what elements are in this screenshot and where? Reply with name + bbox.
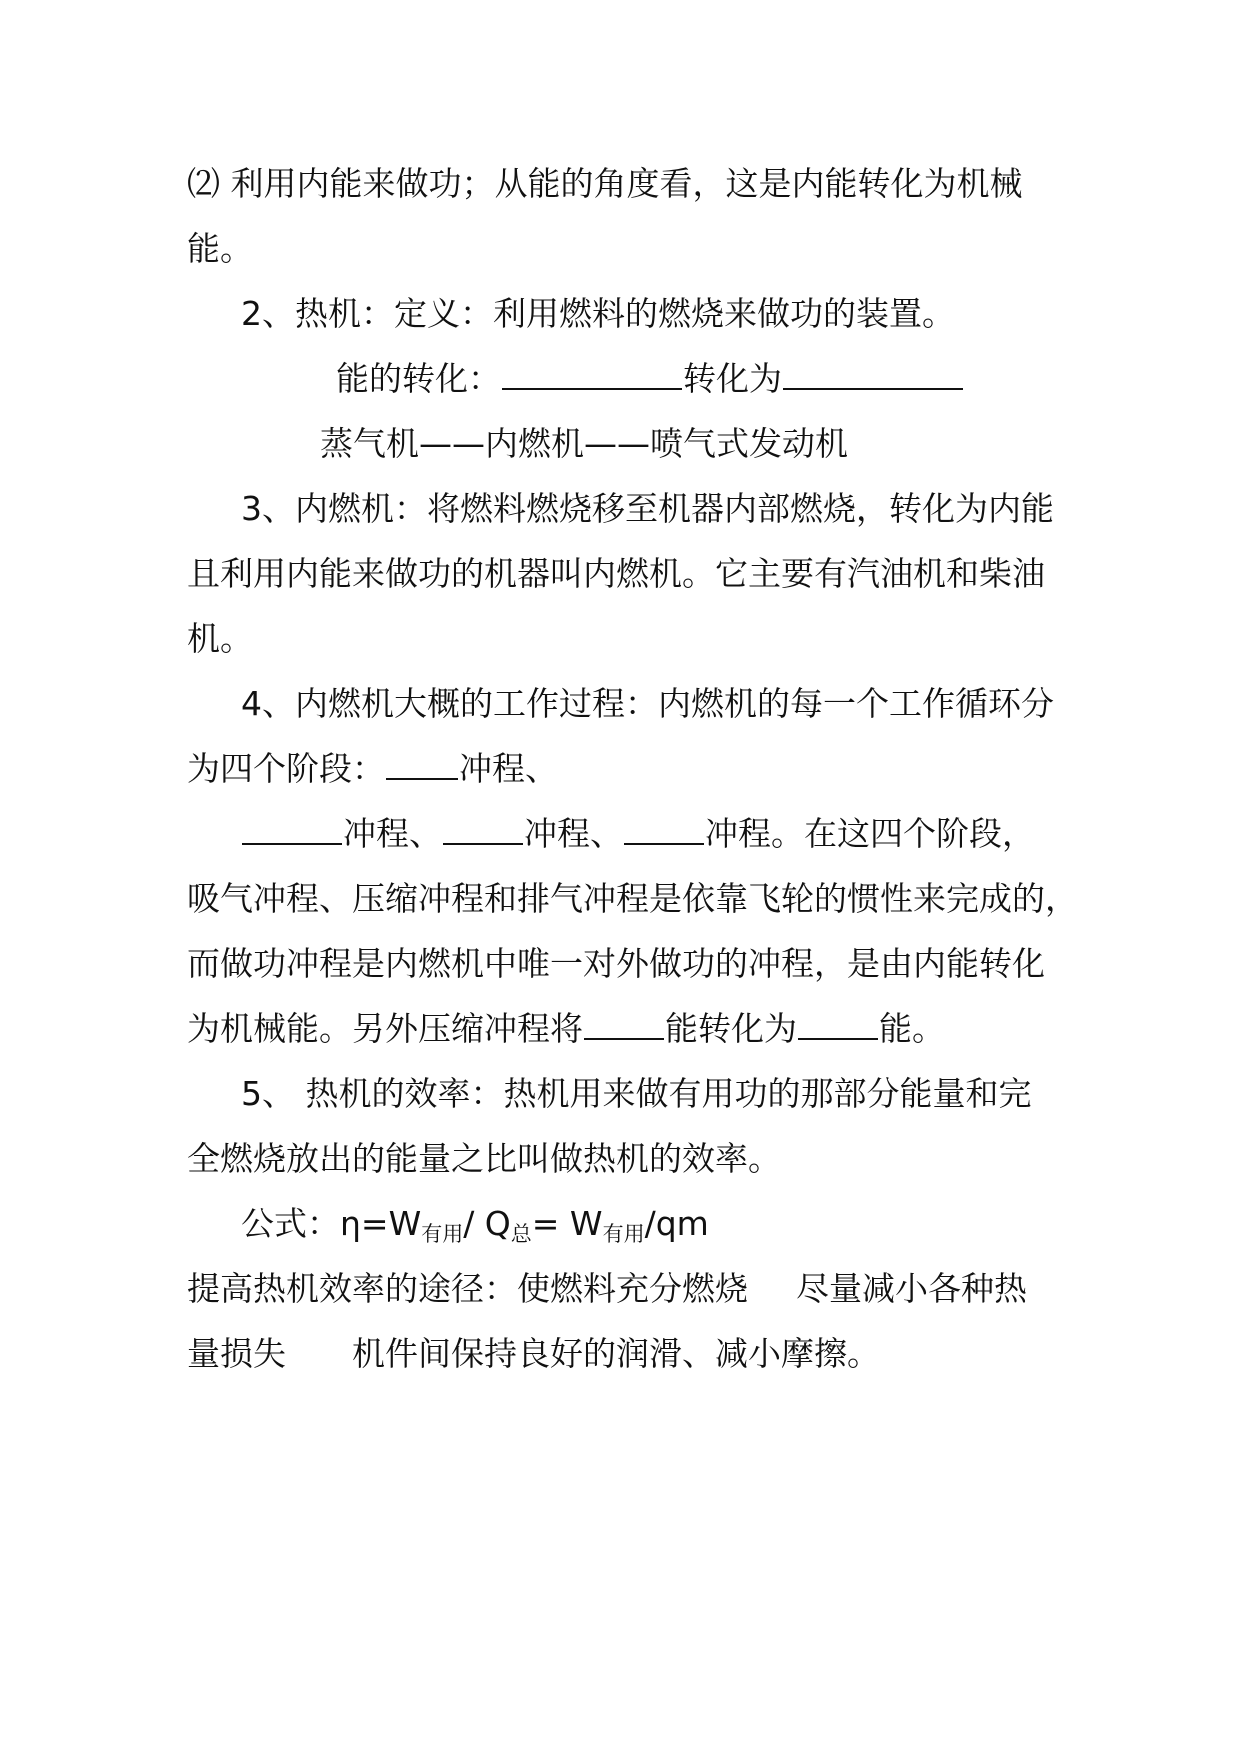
formula-sub-total: 总	[510, 1222, 532, 1246]
improve-line2	[187, 1332, 880, 1376]
p4-line6	[187, 1007, 945, 1051]
p4-line4: 吸气冲程、压缩冲程和排气冲程是依靠飞轮的惯性来完成的，	[187, 879, 1078, 918]
energy-blank-3[interactable]	[584, 1008, 664, 1040]
p4-line1: 4、内燃机大概的工作过程：内燃机的每一个工作循环分	[241, 684, 1054, 723]
energy-conversion-label: 能的转化：	[336, 359, 501, 398]
energy-blank-4[interactable]	[798, 1008, 878, 1040]
p4-line5: 而做功冲程是内燃机中唯一对外做功的冲程，是由内能转化	[187, 944, 1045, 983]
stroke-blank-3[interactable]	[443, 813, 523, 845]
p4-line2-prefix: 为四个阶段：	[187, 749, 385, 788]
p4-line3	[241, 812, 1035, 856]
formula-prefix: 公式：η=W	[241, 1204, 422, 1243]
energy-blank-1[interactable]	[502, 358, 682, 390]
efficiency-formula	[241, 1202, 709, 1256]
p3-line1: 3、内燃机：将燃料燃烧移至机器内部燃烧，转化为内能	[241, 489, 1054, 528]
p4-line6-end: 能。	[879, 1009, 945, 1048]
p3-line3: 机。	[187, 619, 253, 658]
improve-line2-a: 量损失	[187, 1334, 286, 1373]
p4-line6-mid: 能转化为	[665, 1009, 797, 1048]
p4-line2	[187, 747, 558, 791]
formula-sub-useful: 有用	[421, 1222, 464, 1246]
energy-blank-2[interactable]	[783, 358, 963, 390]
formula-sub-useful-2: 有用	[602, 1222, 645, 1246]
improve-line1	[187, 1267, 1027, 1311]
p5-line1: 5、 热机的效率：热机用来做有用功的那部分能量和完	[241, 1074, 1032, 1113]
formula-mid: / Q	[463, 1204, 511, 1243]
engine-types-line: 蒸气机——内燃机——喷气式发动机	[320, 424, 848, 463]
energy-conversion-middle: 转化为	[683, 359, 782, 398]
stroke-suffix-4: 冲程。在这四个阶段，	[705, 814, 1035, 853]
stroke-blank-4[interactable]	[624, 813, 704, 845]
stroke-suffix-3: 冲程、	[524, 814, 623, 853]
p5-line2: 全燃烧放出的能量之比叫做热机的效率。	[187, 1139, 781, 1178]
p3-line2: 且利用内能来做功的机器叫内燃机。它主要有汽油机和柴油	[187, 554, 1045, 593]
energy-conversion-line	[336, 357, 964, 401]
formula-end: /qm	[644, 1204, 709, 1243]
stroke-suffix-2: 冲程、	[343, 814, 442, 853]
improve-line2-b: 机件间保持良好的润滑、减小摩擦。	[352, 1334, 880, 1373]
stroke-blank-2[interactable]	[242, 813, 342, 845]
p4-line6-prefix: 为机械能。另外压缩冲程将	[187, 1009, 583, 1048]
p1-line2: 能。	[187, 229, 253, 268]
stroke-blank-1[interactable]	[386, 748, 458, 780]
formula-mid2: = W	[531, 1204, 603, 1243]
improve-line1-b: 尽量减小各种热	[796, 1269, 1027, 1308]
p2-line1: 2、热机：定义：利用燃料的燃烧来做功的装置。	[241, 294, 955, 333]
p1-line1: ⑵ 利用内能来做功；从能的角度看，这是内能转化为机械	[187, 164, 1023, 203]
stroke-suffix-1: 冲程、	[459, 749, 558, 788]
improve-line1-a: 提高热机效率的途径：使燃料充分燃烧	[187, 1269, 748, 1308]
